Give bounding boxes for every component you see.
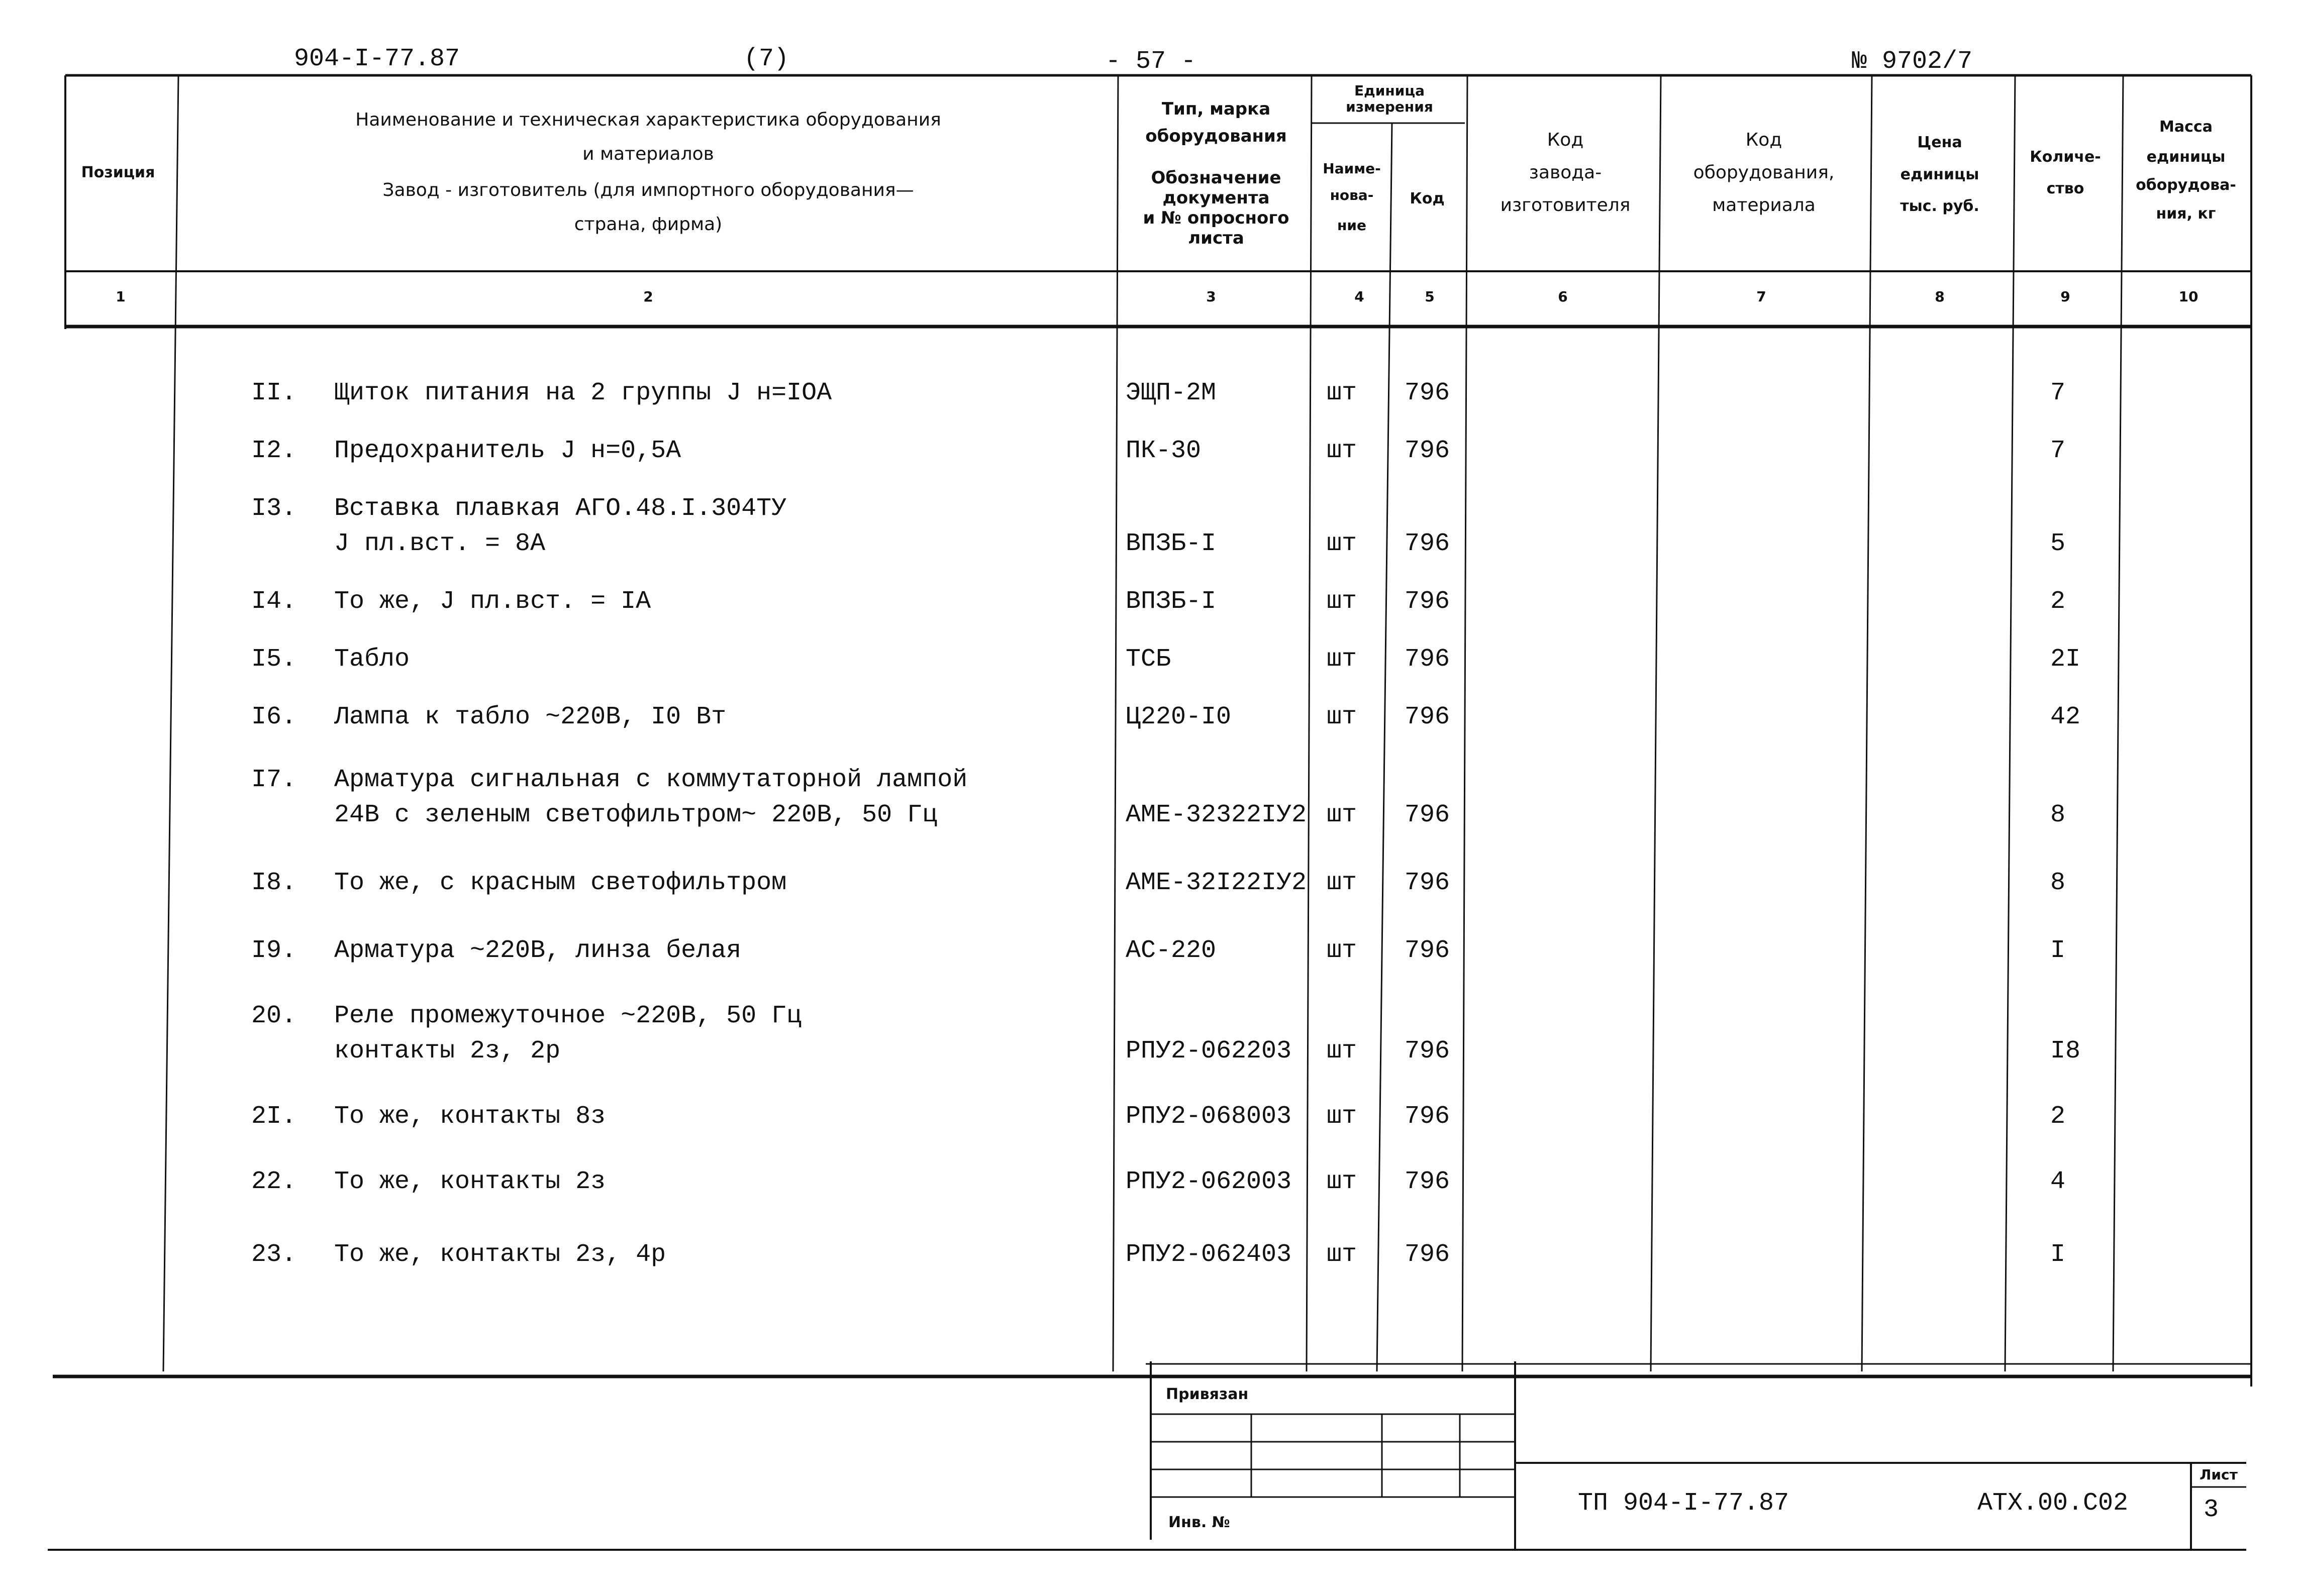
row-unit-code: 796 [1405, 379, 1450, 407]
row-unit-code: 796 [1405, 587, 1450, 616]
row-type: РПУ2-062203 [1126, 1037, 1292, 1066]
table-header [81, 82, 2236, 248]
table-row [251, 703, 2080, 731]
row-unit-code: 796 [1405, 1240, 1450, 1269]
row-type: ВПЗБ-I [1126, 587, 1217, 616]
row-type: АМЕ-32I22IУ2 [1126, 869, 1307, 897]
row-position: 2I. [251, 1102, 297, 1131]
row-type: ЭЩП-2М [1126, 379, 1217, 407]
header-unit-group-line2: измерения [1346, 98, 1433, 115]
table-row [251, 1002, 2080, 1066]
header-quantity-line1: Количе- [2030, 148, 2101, 166]
row-name-line1: То же, J пл.вст. = IА [334, 587, 651, 616]
sheet-in-parentheses: (7) [744, 45, 789, 73]
row-name-line1: Щиток питания на 2 группы J н=IOA [334, 379, 832, 407]
row-unit-code: 796 [1405, 1167, 1450, 1196]
column-number: 10 [2178, 288, 2199, 305]
row-name-line1: Арматура ~220В, линза белая [334, 936, 742, 965]
row-position: 22. [251, 1167, 297, 1196]
row-position: I7. [251, 766, 297, 794]
header-equipment-code-line1: Код [1745, 130, 1782, 150]
row-type: ПК-30 [1126, 437, 1202, 465]
row-unit: шт [1327, 437, 1357, 465]
column-number: 7 [1756, 288, 1766, 305]
header-name-line2: и материалов [582, 144, 714, 164]
table-row [251, 1167, 2065, 1196]
row-unit: шт [1327, 936, 1357, 965]
row-unit-code: 796 [1405, 529, 1450, 558]
table-row [251, 437, 2065, 465]
table-row [251, 494, 2065, 558]
stamp-privyazan: Привязан [1166, 1386, 1249, 1403]
header-name-line4: страна, фирма) [574, 214, 723, 235]
header-unit-name-line3: ние [1337, 217, 1366, 234]
row-type: РПУ2-062403 [1126, 1240, 1292, 1269]
stamp-document-code: АТХ.00.С02 [1977, 1489, 2129, 1518]
row-name-line1: То же, с красным светофильтром [334, 869, 787, 897]
row-unit-code: 796 [1405, 1037, 1450, 1066]
header-price-line2: единицы [1900, 166, 1979, 183]
column-number: 1 [116, 288, 126, 305]
table-row [251, 766, 2065, 829]
table-row [251, 1102, 2065, 1131]
header-unit-name-line1: Наиме- [1323, 160, 1381, 177]
row-unit: шт [1327, 703, 1357, 731]
row-type: РПУ2-068003 [1126, 1102, 1292, 1131]
row-unit-code: 796 [1405, 703, 1450, 731]
column-number: 6 [1558, 288, 1568, 305]
column-number-row [116, 288, 2198, 305]
header-name-line3: Завод - изготовитель (для импортного оборудования— [382, 180, 914, 200]
row-unit-code: 796 [1405, 869, 1450, 897]
stamp-sheet-number: 3 [2204, 1496, 2219, 1524]
header-type-line1: Тип, марка [1161, 99, 1271, 119]
header-quantity-line2: ство [2046, 180, 2084, 197]
row-unit: шт [1327, 1037, 1357, 1066]
stamp-inventory-number: Инв. № [1168, 1514, 1230, 1531]
header-unit-name-line2: нова- [1330, 187, 1374, 203]
header-factory-code-line1: Код [1547, 130, 1584, 150]
header-unit-code: Код [1410, 190, 1445, 207]
title-block-texts [1166, 1386, 2238, 1531]
row-quantity: 2 [2050, 1102, 2066, 1131]
row-unit: шт [1327, 1102, 1357, 1131]
row-quantity: 8 [2050, 801, 2066, 829]
row-unit-code: 796 [1405, 801, 1450, 829]
row-unit-code: 796 [1405, 437, 1450, 465]
row-unit: шт [1327, 869, 1357, 897]
row-type: АС-220 [1126, 936, 1217, 965]
row-quantity: 7 [2050, 379, 2066, 407]
page-number: - 57 - [1106, 47, 1196, 76]
table-row [251, 1240, 2065, 1269]
header-factory-code-line2: завода- [1529, 162, 1602, 183]
row-unit: шт [1327, 529, 1357, 558]
row-unit: шт [1327, 1240, 1357, 1269]
row-quantity: I [2050, 1240, 2066, 1269]
header-mass-line1: Масса [2159, 118, 2213, 136]
table-body [251, 379, 2080, 1269]
row-unit: шт [1327, 645, 1357, 674]
header-equipment-code-line3: материала [1712, 195, 1816, 216]
row-name-line2: контакты 2з, 2р [334, 1037, 561, 1066]
header-unit-group-line1: Единица [1354, 82, 1425, 99]
header-designation-line4: листа [1188, 228, 1244, 248]
header-mass-line4: ния, кг [2156, 205, 2216, 223]
row-unit: шт [1327, 801, 1357, 829]
stamp-project-code: ТП 904-I-77.87 [1578, 1489, 1789, 1518]
row-quantity: 7 [2050, 437, 2066, 465]
header-equipment-code-line2: оборудования, [1693, 162, 1835, 183]
row-unit-code: 796 [1405, 1102, 1450, 1131]
row-position: I4. [251, 587, 297, 616]
row-name-line2: J пл.вст. = 8А [334, 529, 546, 558]
row-position: I9. [251, 936, 297, 965]
row-name-line1: Лампа к табло ~220В, I0 Вт [334, 703, 727, 731]
header-mass-line2: единицы [2146, 148, 2226, 166]
row-name-line1: Арматура сигнальная с коммутаторной лампой [334, 766, 968, 794]
row-quantity: 5 [2050, 529, 2066, 558]
row-quantity: 42 [2050, 703, 2081, 731]
row-name-line1: То же, контакты 2з, 4р [334, 1240, 666, 1269]
row-type: ВПЗБ-I [1126, 529, 1217, 558]
column-number: 8 [1935, 288, 1945, 305]
table-row [251, 379, 2065, 407]
row-position: I6. [251, 703, 297, 731]
table-row [251, 869, 2065, 897]
row-name-line1: Предохранитель J н=0,5А [334, 437, 681, 465]
header-mass-line3: оборудова- [2136, 176, 2236, 194]
row-position: 23. [251, 1240, 297, 1269]
row-unit-code: 796 [1405, 645, 1450, 674]
top-line [294, 45, 1972, 76]
header-position: Позиция [81, 164, 155, 181]
column-number: 5 [1425, 288, 1435, 305]
row-type: ТСБ [1126, 645, 1171, 674]
document-code: 904-I-77.87 [294, 45, 460, 73]
row-type: АМЕ-32322IУ2 [1126, 801, 1307, 829]
column-number: 3 [1206, 288, 1216, 305]
column-number: 9 [2060, 288, 2070, 305]
column-number: 4 [1354, 288, 1364, 305]
row-quantity: 2 [2050, 587, 2066, 616]
row-unit: шт [1327, 379, 1357, 407]
row-quantity: I [2050, 936, 2066, 965]
header-designation-line1: Обозначение [1151, 168, 1281, 188]
table-row [251, 936, 2065, 965]
table-row [251, 645, 2080, 674]
row-name-line2: 24В с зеленым светофильтром~ 220В, 50 Гц [334, 801, 938, 829]
row-unit: шт [1327, 587, 1357, 616]
document-number: № 9702/7 [1852, 47, 1973, 76]
header-factory-code-line3: изготовителя [1500, 195, 1631, 216]
row-quantity: 2I [2050, 645, 2081, 674]
row-quantity: 4 [2050, 1167, 2066, 1196]
row-position: II. [251, 379, 297, 407]
header-type-line2: оборудования [1145, 126, 1287, 146]
row-quantity: 8 [2050, 869, 2066, 897]
row-position: I5. [251, 645, 297, 674]
title-block [1151, 1361, 2246, 1550]
row-type: РПУ2-062003 [1126, 1167, 1292, 1196]
stamp-sheet-label: Лист [2200, 1466, 2238, 1483]
header-price-line3: тыс. руб. [1900, 197, 1979, 215]
row-unit: шт [1327, 1167, 1357, 1196]
row-name-line1: Реле промежуточное ~220В, 50 Гц [334, 1002, 802, 1030]
row-name-line1: Вставка плавкая АГО.48.I.304ТУ [334, 494, 787, 523]
header-name-line1: Наименование и техническая характеристика оборудования [355, 110, 941, 130]
row-quantity: I8 [2050, 1037, 2081, 1066]
row-unit-code: 796 [1405, 936, 1450, 965]
row-name-line1: Табло [334, 645, 410, 674]
row-position: I3. [251, 494, 297, 523]
row-name-line1: То же, контакты 2з [334, 1167, 606, 1196]
header-price-line1: Цена [1917, 134, 1962, 151]
row-type: Ц220-I0 [1126, 703, 1232, 731]
row-position: I8. [251, 869, 297, 897]
row-name-line1: То же, контакты 8з [334, 1102, 606, 1131]
column-number: 2 [643, 288, 653, 305]
header-designation-line2: документа [1162, 188, 1270, 208]
header-designation-line3: и № опросного [1143, 208, 1289, 228]
row-position: I2. [251, 437, 297, 465]
table-row [251, 587, 2065, 616]
row-position: 20. [251, 1002, 297, 1030]
